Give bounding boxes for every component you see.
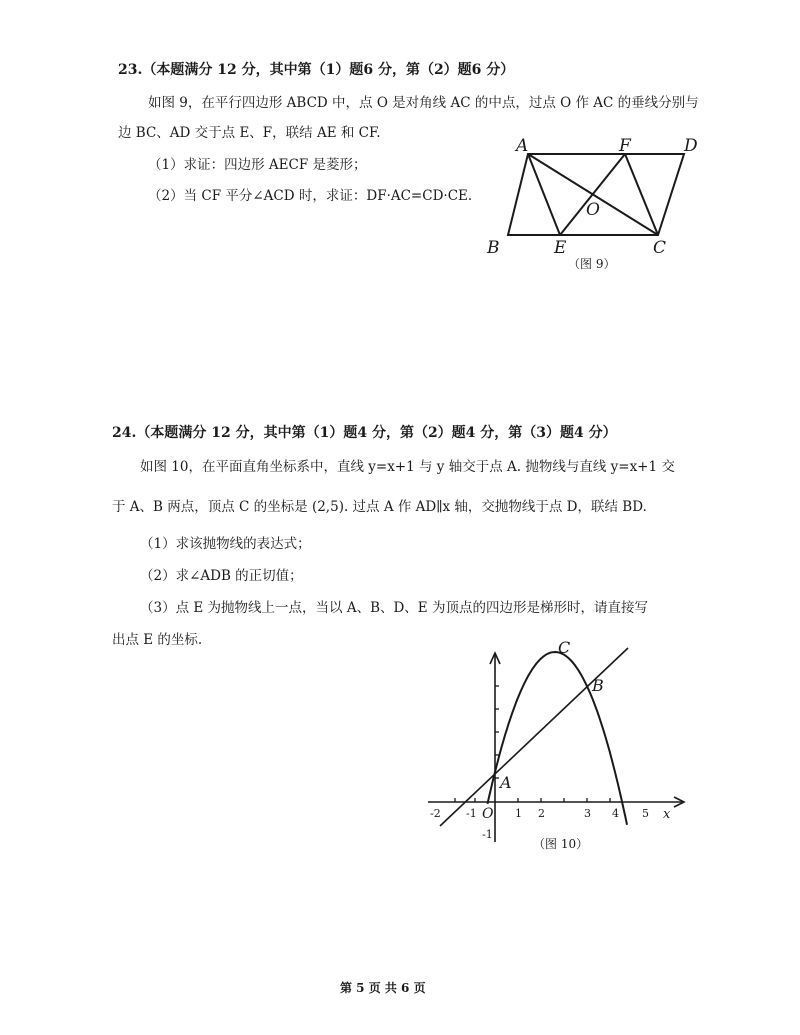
q24-text-line1: 如图 10，在平面直角坐标系中，直线 y=x+1 与 y 轴交于点 A. 抛物线与直线 y=x+1 交: [140, 459, 675, 475]
label-origin: O: [482, 806, 494, 822]
line-y-x-plus-1: [440, 648, 628, 826]
q23-header: 23.（本题满分 12 分，其中第（1）题6 分，第（2）题6 分）: [118, 62, 515, 78]
tick-x-3: 3: [584, 807, 591, 820]
q24-part3-continued: 出点 E 的坐标.: [112, 632, 203, 648]
tick-x-4: 4: [612, 807, 619, 820]
tick-x-minus-2: -2: [430, 807, 441, 820]
label-b: B: [487, 238, 500, 258]
tick-x-5: 5: [642, 807, 649, 820]
parabola: [488, 652, 628, 825]
label-c: C: [653, 238, 667, 258]
tick-x-1: 1: [515, 807, 522, 820]
q24-text-line2: 于 A、B 两点，顶点 C 的坐标是 (2,5). 过点 A 作 AD∥x 轴，交抛物线于点 D，联结 BD.: [112, 499, 647, 515]
label-b-intersection: B: [592, 676, 604, 695]
figure-10-caption: （图 10）: [533, 837, 589, 851]
tick-y-minus-1: -1: [482, 828, 493, 841]
q24-part2: （2）求∠ADB 的正切值；: [140, 568, 303, 584]
label-c-vertex: C: [558, 638, 571, 657]
label-a-intercept: A: [500, 773, 512, 792]
q23-part2: （2）当 CF 平分∠ACD 时，求证：DF·AC=CD·CE.: [148, 188, 473, 204]
label-d: D: [684, 136, 698, 156]
q23-part1: （1）求证：四边形 AECF 是菱形；: [148, 157, 367, 173]
q24-part1: （1）求该抛物线的表达式；: [140, 536, 311, 552]
label-x-axis: x: [663, 807, 671, 822]
figure-9-caption: （图 9）: [568, 257, 616, 271]
tick-x-minus-1: -1: [466, 807, 477, 820]
label-e: E: [554, 238, 567, 258]
q23-text-line2: 边 BC、AD 交于点 E、F，联结 AE 和 CF.: [118, 125, 381, 141]
label-a: A: [516, 136, 529, 156]
label-o: O: [586, 200, 600, 220]
label-f: F: [619, 136, 631, 156]
page-footer: 第 5 页 共 6 页: [340, 981, 426, 995]
q24-part3: （3）点 E 为抛物线上一点，当以 A、B、D、E 为顶点的四边形是梯形时，请直接写: [140, 600, 648, 616]
tick-x-2: 2: [538, 807, 545, 820]
q24-header: 24.（本题满分 12 分，其中第（1）题4 分，第（2）题4 分，第（3）题4 分）: [112, 425, 617, 441]
q23-text-line1: 如图 9，在平行四边形 ABCD 中，点 O 是对角线 AC 的中点，过点 O 作 AC 的垂线分别与: [148, 95, 699, 111]
